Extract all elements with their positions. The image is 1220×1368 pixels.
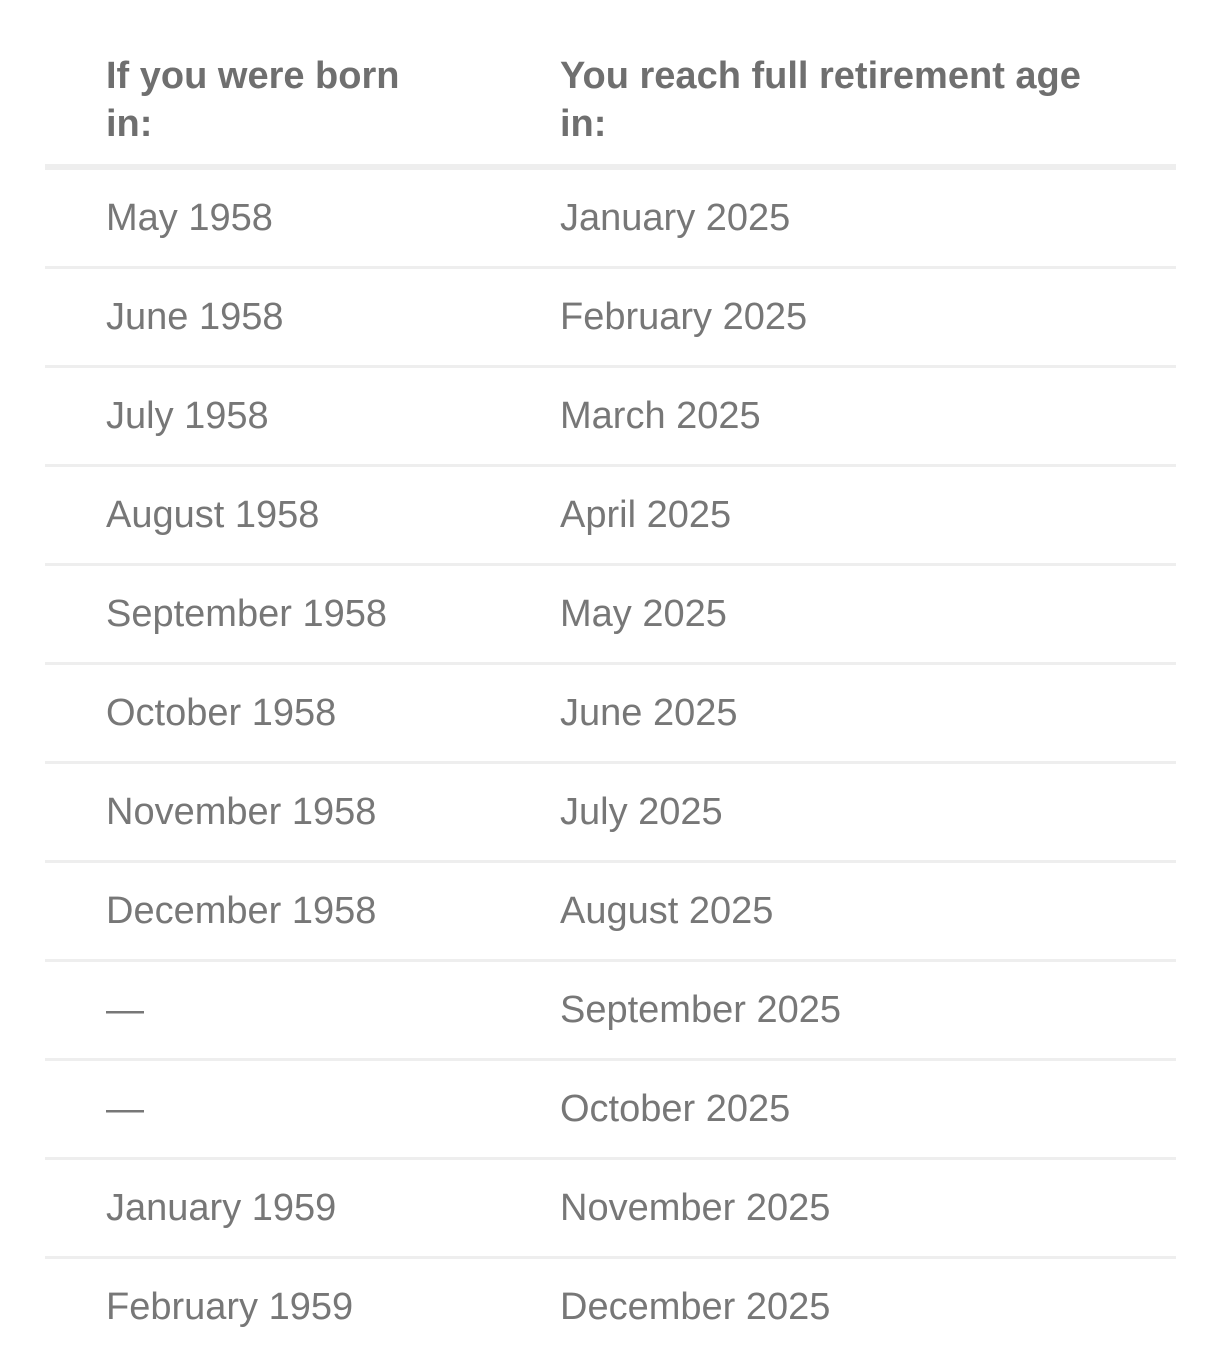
birth-month-cell: August 1958 <box>106 494 320 536</box>
table-row <box>45 665 1176 764</box>
table-row <box>45 368 1176 467</box>
table-row <box>45 1259 1176 1358</box>
retirement-month-cell: January 2025 <box>560 197 791 239</box>
retirement-month-cell: October 2025 <box>560 1088 791 1130</box>
table-row <box>45 863 1176 962</box>
table-row <box>45 764 1176 863</box>
retirement-month-cell: April 2025 <box>560 494 732 536</box>
birth-month-cell: June 1958 <box>106 296 284 338</box>
retirement-month-cell: May 2025 <box>560 593 727 635</box>
retirement-month-cell: December 2025 <box>560 1286 831 1328</box>
retirement-month-cell: November 2025 <box>560 1187 831 1229</box>
birth-month-cell: — <box>106 1088 144 1130</box>
retirement-month-cell: March 2025 <box>560 395 761 437</box>
table-row <box>45 1160 1176 1259</box>
birth-month-cell: January 1959 <box>106 1187 337 1229</box>
birth-month-cell: May 1958 <box>106 197 273 239</box>
retirement-month-cell: August 2025 <box>560 890 774 932</box>
retirement-month-cell: February 2025 <box>560 296 808 338</box>
table-header <box>45 0 1176 170</box>
birth-month-cell: December 1958 <box>106 890 377 932</box>
table-row <box>45 467 1176 566</box>
table-row <box>45 269 1176 368</box>
retirement-month-cell: September 2025 <box>560 989 841 1031</box>
header-full-retirement-age: You reach full retirement age in: <box>560 55 1081 145</box>
table-row <box>45 962 1176 1061</box>
retirement-month-cell: July 2025 <box>560 791 723 833</box>
retirement-age-table <box>45 0 1176 1358</box>
table-row <box>45 1061 1176 1160</box>
birth-month-cell: February 1959 <box>106 1286 354 1328</box>
birth-month-cell: November 1958 <box>106 791 377 833</box>
retirement-month-cell: June 2025 <box>560 692 738 734</box>
table-row <box>45 566 1176 665</box>
birth-month-cell: — <box>106 989 144 1031</box>
birth-month-cell: July 1958 <box>106 395 269 437</box>
birth-month-cell: September 1958 <box>106 593 387 635</box>
table-body <box>45 170 1176 1358</box>
table-row <box>45 170 1176 269</box>
birth-month-cell: October 1958 <box>106 692 337 734</box>
header-born-in: If you were born in: <box>106 55 400 145</box>
